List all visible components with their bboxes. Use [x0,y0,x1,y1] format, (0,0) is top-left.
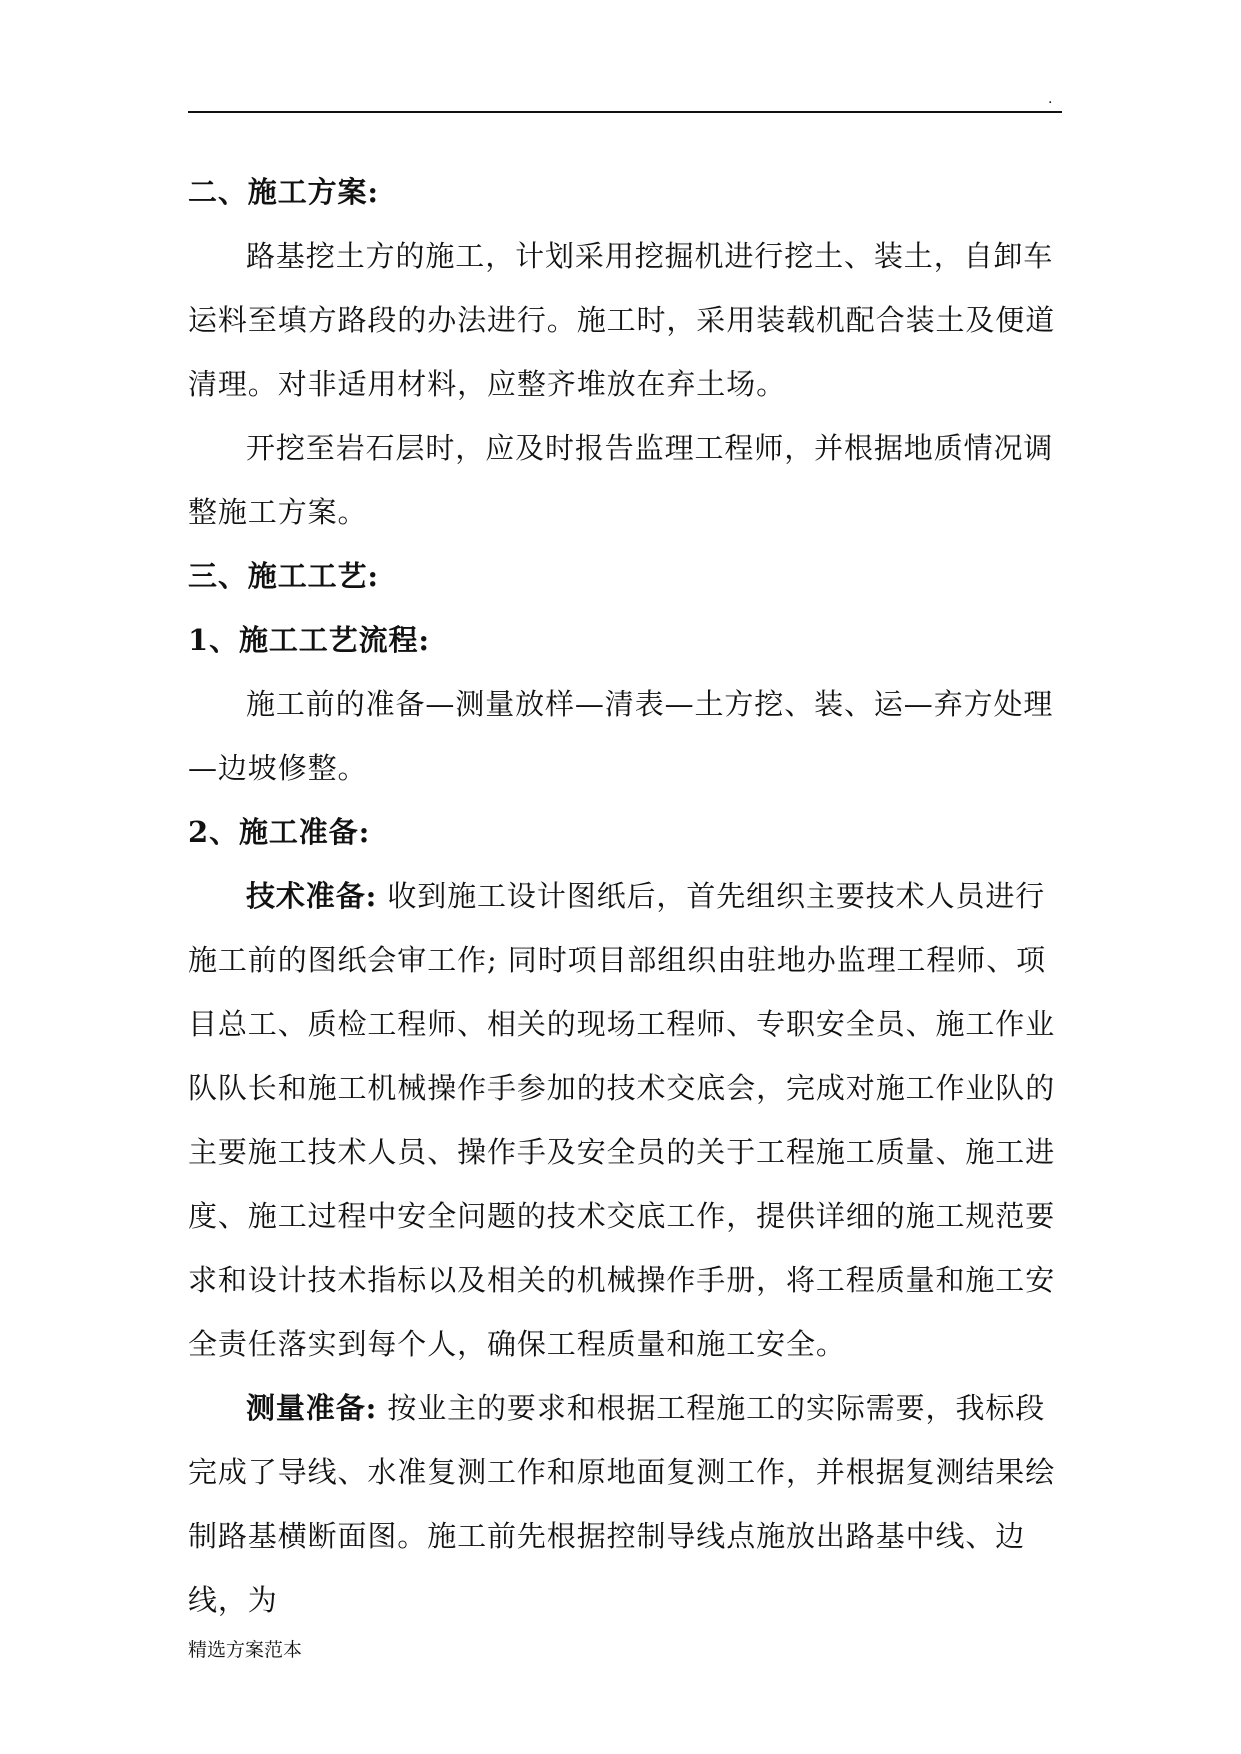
paragraph-survey-preparation [188,1376,1064,1632]
header-rule [188,111,1062,113]
subsection-heading-flow: 1、施工工艺流程: [188,623,430,657]
technical-preparation-lead: 技术准备: [246,879,378,913]
footer-text: 精选方案范本 [188,1639,303,1661]
survey-preparation-lead: 测量准备: [246,1391,378,1425]
technical-preparation-text: 收到施工设计图纸后，首先组织主要技术人员进行施工前的图纸会审工作; 同时项目部组织由驻地办监理工程师、项目总工、质检工程师、相关的现场工程师、专职安全员、施工作业队队长和施工机械操作手参加的技术交底会，完成对施工作业队的主要施工技术人员、操作手及安全员的关于工程施工质量、施工进度、施工过程中安全问题的技术交底工作，提供详细的施工规范要求和设计技术指标以及相关的机械操作手册，将工程质量和施工安全责任落实到每个人，确保工程质量和施工安全。 [188,879,1056,1361]
subsection-heading-preparation: 2、施工准备: [188,815,371,849]
paragraph-technical-preparation [188,864,1064,1376]
paragraph-flow: 施工前的准备—测量放样—清表—土方挖、装、运—弃方处理—边坡修整。 [188,687,1054,785]
header-mark: . [1048,91,1053,107]
survey-preparation-text: 按业主的要求和根据工程施工的实际需要，我标段完成了导线、水准复测工作和原地面复测工作，并根据复测结果绘制路基横断面图。施工前先根据控制导线点施放出路基中线、边线，为 [188,1391,1056,1617]
paragraph-rock-layer: 开挖至岩石层时，应及时报告监理工程师，并根据地质情况调整施工方案。 [188,431,1054,529]
document-body [188,160,1064,1632]
section-heading-process: 三、施工工艺: [188,559,380,593]
section-heading-plan: 二、施工方案: [188,175,380,209]
paragraph-excavation: 路基挖土方的施工，计划采用挖掘机进行挖土、装土，自卸车运料至填方路段的办法进行。施工时，采用装载机配合装土及便道清理。对非适用材料，应整齐堆放在弃土场。 [188,239,1056,401]
